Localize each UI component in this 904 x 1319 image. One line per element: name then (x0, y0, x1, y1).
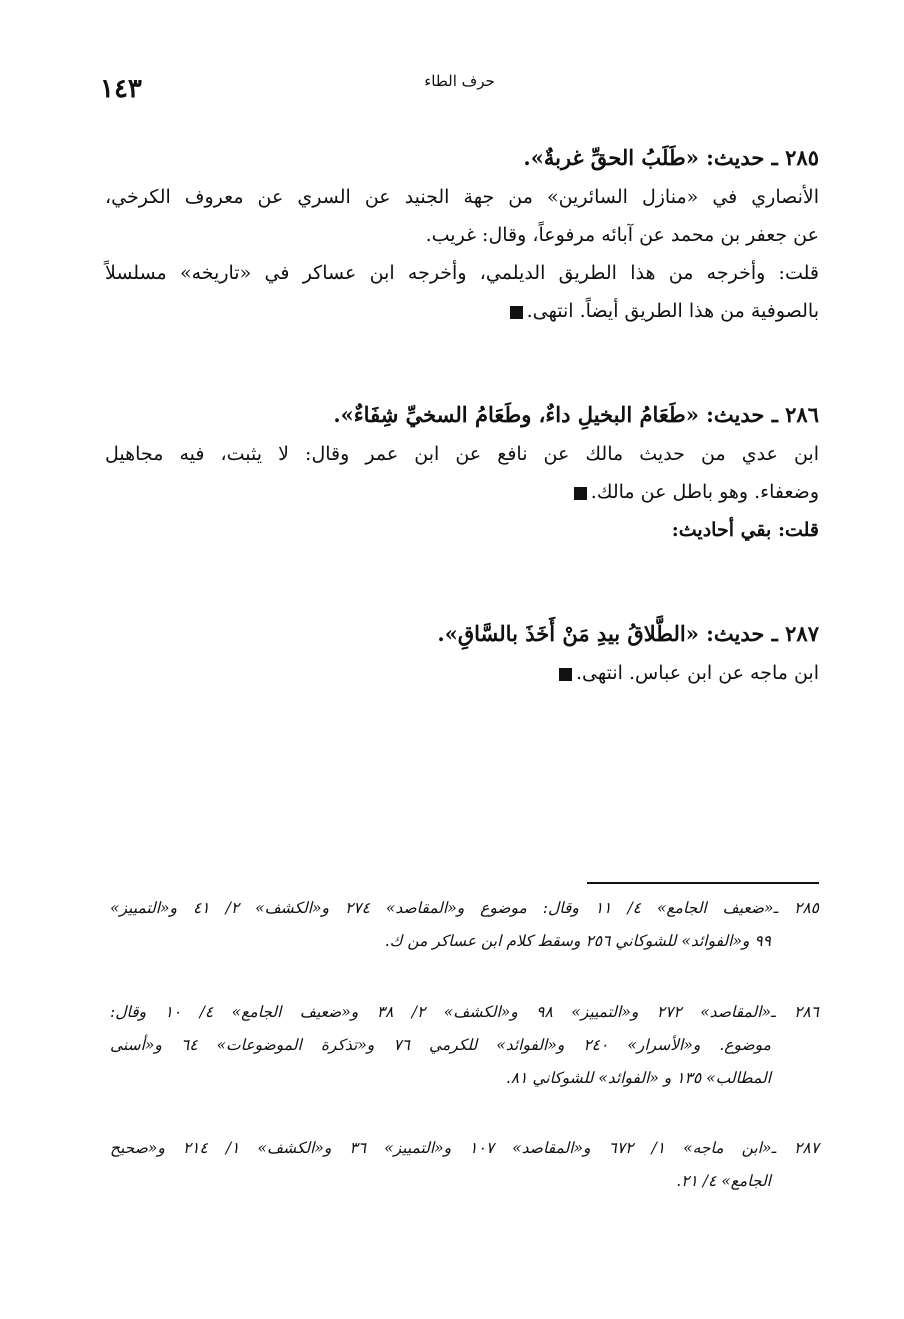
footnote-line: ٢٨٦ ـ«المقاصد» ٢٧٢ و«التمييز» ٩٨ و«الكشف» ٢/ ٣٨ و«ضعيف الجامع» ٤/ ١٠ وقال: (110, 1003, 819, 1021)
footnote-line: المطالب» ١٣٥ و «الفوائد» للشوكاني ٨١. (505, 1069, 771, 1087)
end-square-icon (510, 306, 523, 319)
entry-line: قلت: بقي أحاديث: (671, 519, 819, 541)
hadith-entry-286 (105, 395, 819, 549)
hadith-entry-285 (105, 138, 819, 330)
end-square-icon (559, 668, 572, 681)
footnote-line: الجامع» ٤/ ٢١. (676, 1172, 771, 1190)
footnote-line: ٢٨٥ ـ«ضعيف الجامع» ٤/ ١١ وقال: موضوع و«المقاصد» ٢٧٤ و«الكشف» ٢/ ٤١ و«التمييز» (110, 899, 819, 917)
entry-line-text: وضعفاء. وهو باطل عن مالك. (590, 481, 819, 503)
entry-line (105, 292, 819, 330)
footnote-divider (587, 882, 819, 884)
entry-line (105, 654, 819, 692)
footnote-line: ٢٨٧ ـ«ابن ماجه» ١/ ٦٧٢ و«المقاصد» ١٠٧ و«التمييز» ٣٦ و«الكشف» ١/ ٢١٤ و«صحيح (110, 1139, 820, 1157)
entry-line: ابن عدي من حديث مالك عن نافع عن ابن عمر وقال: لا يثبت، فيه مجاهيل (105, 443, 819, 465)
page-number: ١٤٣ (100, 74, 142, 104)
entry-line: عن جعفر بن محمد عن آبائه مرفوعاً، وقال: غريب. (425, 224, 819, 246)
entry-line: قلت: وأخرجه من هذا الطريق الديلمي، وأخرجه ابن عساكر في «تاريخه» مسلسلاً (105, 262, 819, 284)
end-square-icon (574, 487, 587, 500)
footnote-line: ٩٩ و«الفوائد» للشوكاني ٢٥٦ وسقط كلام ابن عساكر من ك. (384, 932, 771, 950)
entry-line-text: بالصوفية من هذا الطريق أيضاً. انتهى. (526, 300, 819, 322)
footnote-285 (110, 892, 819, 958)
footnote-286 (110, 996, 819, 1095)
footnote-line: موضوع. و«الأسرار» ٢٤٠ و«الفوائد» للكرمي ٧٦ و«تذكرة الموضوعات» ٦٤ و«أسنى (110, 1036, 771, 1054)
running-head: حرف الطاء (424, 72, 495, 90)
entry-line: الأنصاري في «منازل السائرين» من جهة الجنيد عن السري عن معروف الكرخي، (105, 186, 819, 208)
hadith-entry-287 (105, 614, 819, 692)
entry-line (105, 473, 819, 511)
footnote-287 (110, 1132, 819, 1198)
entry-title: ٢٨٦ ـ حديث: «طَعَامُ البخيلِ داءٌ، وطَعَامُ السخيِّ شِفَاءٌ». (333, 402, 819, 427)
entry-title: ٢٨٧ ـ حديث: «الطَّلاقُ بيدِ مَنْ أَخَذَ بالسَّاقِ». (437, 621, 819, 646)
entry-title: ٢٨٥ ـ حديث: «طَلَبُ الحقِّ غربةٌ». (523, 145, 819, 170)
page-header (100, 70, 819, 104)
entry-line-text: ابن ماجه عن ابن عباس. انتهى. (576, 662, 819, 684)
